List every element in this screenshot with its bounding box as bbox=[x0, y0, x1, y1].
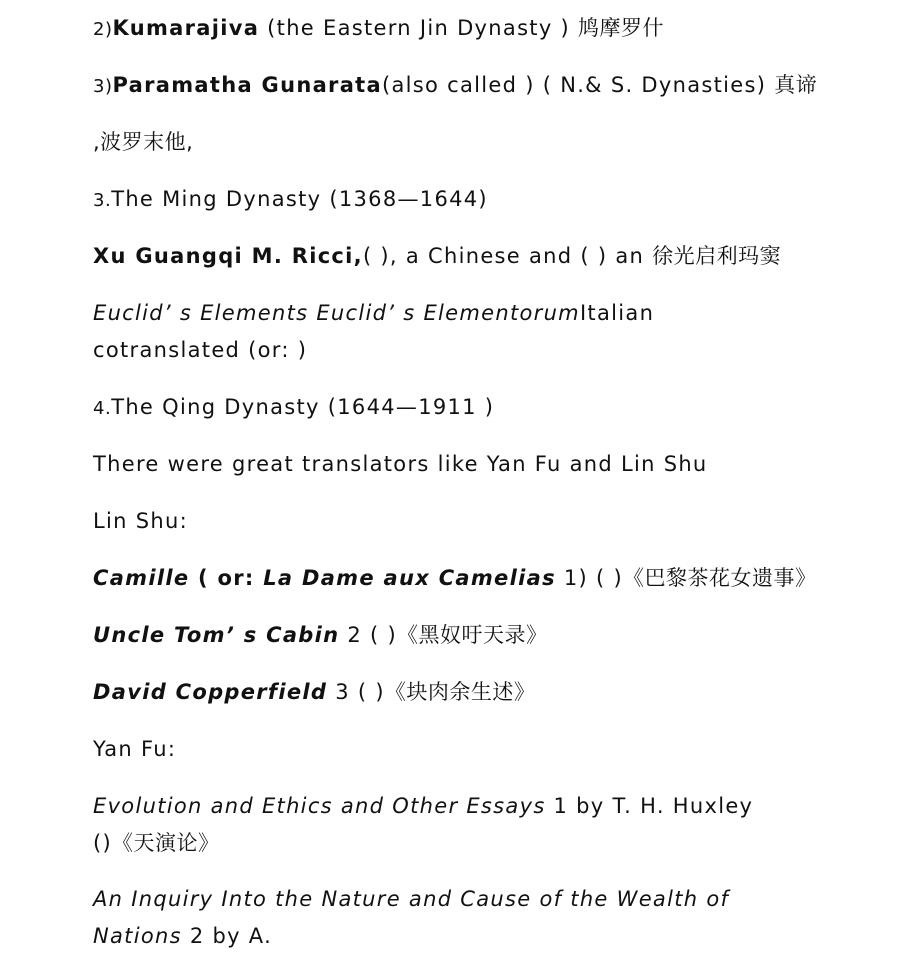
work-wealth-of-nations-cont: Nations 2 by A. bbox=[93, 924, 273, 948]
yan-fu-heading: Yan Fu: bbox=[93, 737, 177, 761]
work-david-copperfield: David Copperfield 3 ( )《块肉余生述》 bbox=[93, 680, 536, 704]
translator-paramatha: 3)Paramatha Gunarata(also called ) ( N.& S. Dynasties) 真谛 bbox=[93, 73, 818, 97]
paramatha-alias: ,波罗末他, bbox=[93, 130, 194, 154]
euclid-elements-line: Euclid’ s Elements Euclid’ s ElementorumItalian bbox=[93, 301, 655, 325]
euclid-elements-cont: cotranslated (or: ) bbox=[93, 338, 308, 362]
lin-shu-heading: Lin Shu: bbox=[93, 509, 188, 533]
work-uncle-toms-cabin: Uncle Tom’ s Cabin 2 ( )《黑奴吁天录》 bbox=[93, 623, 548, 647]
work-wealth-of-nations: An Inquiry Into the Nature and Cause of the Wealth of bbox=[93, 887, 730, 911]
heading-qing-dynasty: 4.The Qing Dynasty (1644—1911 ) bbox=[93, 395, 495, 419]
heading-ming-dynasty: 3.The Ming Dynasty (1368—1644) bbox=[93, 187, 488, 211]
translator-kumarajiva: 2)Kumarajiva (the Eastern Jin Dynasty ) 鸠摩罗什 bbox=[93, 16, 665, 40]
work-evolution-ethics: Evolution and Ethics and Other Essays 1 by T. H. Huxley bbox=[93, 794, 754, 818]
work-camille: Camille ( or: La Dame aux Camelias 1) ( )《巴黎茶花女遗事》 bbox=[93, 566, 817, 590]
translator-xu-ricci: Xu Guangqi M. Ricci,( ), a Chinese and ( ) an 徐光启利玛窦 bbox=[93, 244, 782, 268]
great-translators-line: There were great translators like Yan Fu and Lin Shu bbox=[93, 452, 708, 476]
work-evolution-ethics-cont: ()《天演论》 bbox=[93, 831, 220, 855]
